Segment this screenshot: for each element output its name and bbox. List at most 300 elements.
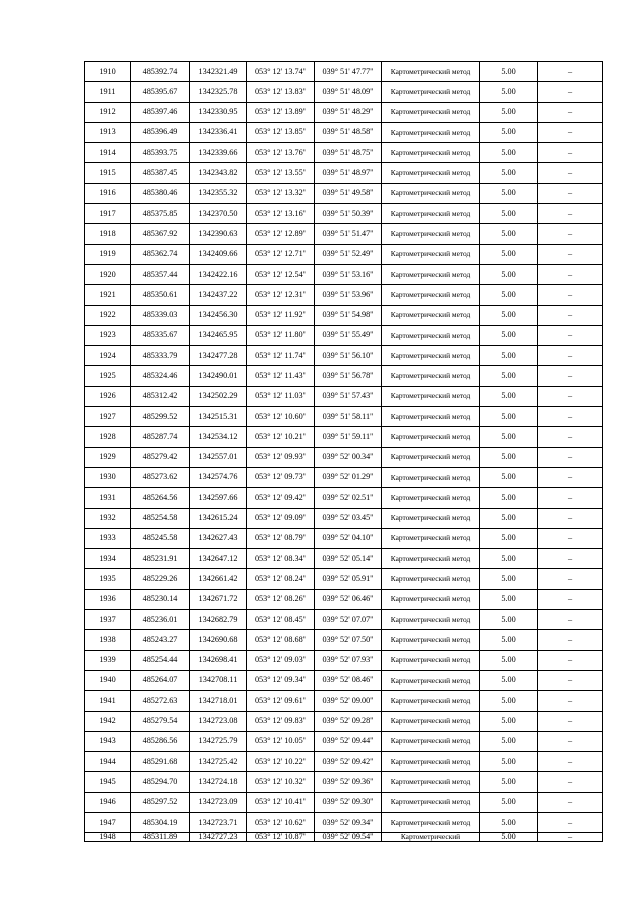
point-number-cell: 1911: [85, 82, 131, 102]
longitude-cell: 039° 52' 02.51": [315, 488, 382, 508]
latitude-cell: 053° 12' 12.54": [247, 264, 315, 284]
latitude-cell: 053° 12' 09.83": [247, 711, 315, 731]
latitude-cell: 053° 12' 12.71": [247, 244, 315, 264]
accuracy-cell: 5.00: [480, 325, 538, 345]
table-row: [85, 204, 603, 224]
table-row: [85, 650, 603, 670]
accuracy-cell: 5.00: [480, 285, 538, 305]
note-cell: –: [538, 325, 603, 345]
method-cell: Картометрический метод: [382, 143, 480, 163]
method-cell: Картометрический метод: [382, 610, 480, 630]
accuracy-cell: 5.00: [480, 528, 538, 548]
accuracy-cell: 5.00: [480, 163, 538, 183]
x-coordinate-cell: 485229.26: [131, 569, 190, 589]
method-cell: Картометрический метод: [382, 183, 480, 203]
table-row: [85, 610, 603, 630]
longitude-cell: 039° 51' 56.78": [315, 366, 382, 386]
method-cell: Картометрический метод: [382, 224, 480, 244]
table-row: [85, 528, 603, 548]
coordinates-table: [84, 61, 603, 842]
method-cell: Картометрический метод: [382, 589, 480, 609]
latitude-cell: 053° 12' 11.03": [247, 386, 315, 406]
x-coordinate-cell: 485291.68: [131, 752, 190, 772]
longitude-cell: 039° 51' 48.75": [315, 143, 382, 163]
longitude-cell: 039° 52' 09.44": [315, 731, 382, 751]
latitude-cell: 053° 12' 13.83": [247, 82, 315, 102]
y-coordinate-cell: 1342490.01: [190, 366, 247, 386]
accuracy-cell: 5.00: [480, 812, 538, 832]
point-number-cell: 1915: [85, 163, 131, 183]
table-row: [85, 508, 603, 528]
point-number-cell: 1933: [85, 528, 131, 548]
point-number-cell: 1937: [85, 610, 131, 630]
longitude-cell: 039° 51' 52.49": [315, 244, 382, 264]
method-cell: Картометрический метод: [382, 102, 480, 122]
x-coordinate-cell: 485287.74: [131, 427, 190, 447]
y-coordinate-cell: 1342409.66: [190, 244, 247, 264]
note-cell: –: [538, 711, 603, 731]
y-coordinate-cell: 1342647.12: [190, 549, 247, 569]
point-number-cell: 1926: [85, 386, 131, 406]
method-cell: Картометрический: [382, 833, 480, 842]
point-number-cell: 1918: [85, 224, 131, 244]
method-cell: Картометрический метод: [382, 467, 480, 487]
latitude-cell: 053° 12' 10.60": [247, 407, 315, 427]
x-coordinate-cell: 485231.91: [131, 549, 190, 569]
method-cell: Картометрический метод: [382, 366, 480, 386]
latitude-cell: 053° 12' 13.55": [247, 163, 315, 183]
method-cell: Картометрический метод: [382, 670, 480, 690]
latitude-cell: 053° 12' 08.26": [247, 589, 315, 609]
point-number-cell: 1925: [85, 366, 131, 386]
point-number-cell: 1923: [85, 325, 131, 345]
method-cell: Картометрический метод: [382, 488, 480, 508]
longitude-cell: 039° 51' 48.09": [315, 82, 382, 102]
y-coordinate-cell: 1342390.63: [190, 224, 247, 244]
latitude-cell: 053° 12' 13.89": [247, 102, 315, 122]
longitude-cell: 039° 52' 07.93": [315, 650, 382, 670]
y-coordinate-cell: 1342534.12: [190, 427, 247, 447]
table-row: [85, 224, 603, 244]
y-coordinate-cell: 1342321.49: [190, 62, 247, 82]
x-coordinate-cell: 485297.52: [131, 792, 190, 812]
longitude-cell: 039° 51' 59.11": [315, 427, 382, 447]
y-coordinate-cell: 1342557.01: [190, 447, 247, 467]
longitude-cell: 039° 51' 56.10": [315, 346, 382, 366]
method-cell: Картометрический метод: [382, 407, 480, 427]
latitude-cell: 053° 12' 09.73": [247, 467, 315, 487]
longitude-cell: 039° 51' 48.29": [315, 102, 382, 122]
method-cell: Картометрический метод: [382, 691, 480, 711]
point-number-cell: 1924: [85, 346, 131, 366]
longitude-cell: 039° 51' 51.47": [315, 224, 382, 244]
longitude-cell: 039° 51' 53.96": [315, 285, 382, 305]
point-number-cell: 1928: [85, 427, 131, 447]
y-coordinate-cell: 1342336.41: [190, 122, 247, 142]
latitude-cell: 053° 12' 11.74": [247, 346, 315, 366]
accuracy-cell: 5.00: [480, 731, 538, 751]
accuracy-cell: 5.00: [480, 204, 538, 224]
table-row: [85, 122, 603, 142]
table-row: [85, 264, 603, 284]
longitude-cell: 039° 52' 04.10": [315, 528, 382, 548]
latitude-cell: 053° 12' 10.87": [247, 833, 315, 842]
latitude-cell: 053° 12' 12.89": [247, 224, 315, 244]
accuracy-cell: 5.00: [480, 691, 538, 711]
note-cell: –: [538, 731, 603, 751]
method-cell: Картометрический метод: [382, 244, 480, 264]
table-row: [85, 366, 603, 386]
y-coordinate-cell: 1342437.22: [190, 285, 247, 305]
table-row: [85, 305, 603, 325]
x-coordinate-cell: 485312.42: [131, 386, 190, 406]
y-coordinate-cell: 1342727.23: [190, 833, 247, 842]
table-body: [85, 62, 603, 842]
x-coordinate-cell: 485294.70: [131, 772, 190, 792]
note-cell: –: [538, 427, 603, 447]
method-cell: Картометрический метод: [382, 386, 480, 406]
method-cell: Картометрический метод: [382, 285, 480, 305]
point-number-cell: 1917: [85, 204, 131, 224]
note-cell: –: [538, 82, 603, 102]
point-number-cell: 1922: [85, 305, 131, 325]
y-coordinate-cell: 1342339.66: [190, 143, 247, 163]
point-number-cell: 1944: [85, 752, 131, 772]
point-number-cell: 1938: [85, 630, 131, 650]
point-number-cell: 1927: [85, 407, 131, 427]
table-row: [85, 102, 603, 122]
latitude-cell: 053° 12' 09.34": [247, 670, 315, 690]
y-coordinate-cell: 1342615.24: [190, 508, 247, 528]
x-coordinate-cell: 485387.45: [131, 163, 190, 183]
note-cell: –: [538, 224, 603, 244]
note-cell: –: [538, 204, 603, 224]
y-coordinate-cell: 1342723.08: [190, 711, 247, 731]
latitude-cell: 053° 12' 10.32": [247, 772, 315, 792]
method-cell: Картометрический метод: [382, 569, 480, 589]
x-coordinate-cell: 485245.58: [131, 528, 190, 548]
method-cell: Картометрический метод: [382, 630, 480, 650]
method-cell: Картометрический метод: [382, 204, 480, 224]
method-cell: Картометрический метод: [382, 427, 480, 447]
y-coordinate-cell: 1342325.78: [190, 82, 247, 102]
accuracy-cell: 5.00: [480, 427, 538, 447]
method-cell: Картометрический метод: [382, 711, 480, 731]
y-coordinate-cell: 1342515.31: [190, 407, 247, 427]
point-number-cell: 1919: [85, 244, 131, 264]
note-cell: –: [538, 508, 603, 528]
x-coordinate-cell: 485396.49: [131, 122, 190, 142]
method-cell: Картометрический метод: [382, 305, 480, 325]
accuracy-cell: 5.00: [480, 143, 538, 163]
latitude-cell: 053° 12' 13.85": [247, 122, 315, 142]
x-coordinate-cell: 485324.46: [131, 366, 190, 386]
table-row: [85, 630, 603, 650]
point-number-cell: 1935: [85, 569, 131, 589]
point-number-cell: 1934: [85, 549, 131, 569]
point-number-cell: 1930: [85, 467, 131, 487]
x-coordinate-cell: 485393.75: [131, 143, 190, 163]
note-cell: –: [538, 346, 603, 366]
latitude-cell: 053° 12' 10.22": [247, 752, 315, 772]
note-cell: –: [538, 163, 603, 183]
y-coordinate-cell: 1342330.95: [190, 102, 247, 122]
note-cell: –: [538, 670, 603, 690]
y-coordinate-cell: 1342456.30: [190, 305, 247, 325]
table-row: [85, 772, 603, 792]
latitude-cell: 053° 12' 08.79": [247, 528, 315, 548]
y-coordinate-cell: 1342370.50: [190, 204, 247, 224]
accuracy-cell: 5.00: [480, 305, 538, 325]
point-number-cell: 1947: [85, 812, 131, 832]
latitude-cell: 053° 12' 09.03": [247, 650, 315, 670]
note-cell: –: [538, 589, 603, 609]
x-coordinate-cell: 485299.52: [131, 407, 190, 427]
accuracy-cell: 5.00: [480, 630, 538, 650]
x-coordinate-cell: 485273.62: [131, 467, 190, 487]
y-coordinate-cell: 1342502.29: [190, 386, 247, 406]
latitude-cell: 053° 12' 08.34": [247, 549, 315, 569]
x-coordinate-cell: 485350.61: [131, 285, 190, 305]
longitude-cell: 039° 52' 09.34": [315, 812, 382, 832]
x-coordinate-cell: 485254.58: [131, 508, 190, 528]
note-cell: –: [538, 630, 603, 650]
latitude-cell: 053° 12' 10.21": [247, 427, 315, 447]
y-coordinate-cell: 1342355.32: [190, 183, 247, 203]
x-coordinate-cell: 485311.89: [131, 833, 190, 842]
point-number-cell: 1921: [85, 285, 131, 305]
table-row: [85, 711, 603, 731]
table-row: [85, 244, 603, 264]
y-coordinate-cell: 1342690.68: [190, 630, 247, 650]
x-coordinate-cell: 485339.03: [131, 305, 190, 325]
method-cell: Картометрический метод: [382, 325, 480, 345]
note-cell: –: [538, 366, 603, 386]
table-row: [85, 346, 603, 366]
accuracy-cell: 5.00: [480, 386, 538, 406]
x-coordinate-cell: 485236.01: [131, 610, 190, 630]
note-cell: –: [538, 792, 603, 812]
method-cell: Картометрический метод: [382, 82, 480, 102]
y-coordinate-cell: 1342724.18: [190, 772, 247, 792]
longitude-cell: 039° 51' 48.97": [315, 163, 382, 183]
table-row: [85, 285, 603, 305]
note-cell: –: [538, 752, 603, 772]
note-cell: –: [538, 772, 603, 792]
x-coordinate-cell: 485357.44: [131, 264, 190, 284]
latitude-cell: 053° 12' 09.93": [247, 447, 315, 467]
table-row: [85, 670, 603, 690]
longitude-cell: 039° 52' 08.46": [315, 670, 382, 690]
accuracy-cell: 5.00: [480, 447, 538, 467]
y-coordinate-cell: 1342597.66: [190, 488, 247, 508]
accuracy-cell: 5.00: [480, 224, 538, 244]
longitude-cell: 039° 52' 09.30": [315, 792, 382, 812]
note-cell: –: [538, 386, 603, 406]
x-coordinate-cell: 485335.67: [131, 325, 190, 345]
accuracy-cell: 5.00: [480, 650, 538, 670]
longitude-cell: 039° 51' 57.43": [315, 386, 382, 406]
y-coordinate-cell: 1342477.28: [190, 346, 247, 366]
y-coordinate-cell: 1342343.82: [190, 163, 247, 183]
latitude-cell: 053° 12' 10.41": [247, 792, 315, 812]
x-coordinate-cell: 485264.56: [131, 488, 190, 508]
point-number-cell: 1948: [85, 833, 131, 842]
longitude-cell: 039° 52' 06.46": [315, 589, 382, 609]
latitude-cell: 053° 12' 11.92": [247, 305, 315, 325]
method-cell: Картометрический метод: [382, 62, 480, 82]
x-coordinate-cell: 485304.19: [131, 812, 190, 832]
accuracy-cell: 5.00: [480, 244, 538, 264]
method-cell: Картометрический метод: [382, 792, 480, 812]
accuracy-cell: 5.00: [480, 62, 538, 82]
note-cell: –: [538, 833, 603, 842]
accuracy-cell: 5.00: [480, 772, 538, 792]
x-coordinate-cell: 485230.14: [131, 589, 190, 609]
latitude-cell: 053° 12' 13.32": [247, 183, 315, 203]
latitude-cell: 053° 12' 11.43": [247, 366, 315, 386]
table-row: [85, 163, 603, 183]
accuracy-cell: 5.00: [480, 670, 538, 690]
accuracy-cell: 5.00: [480, 752, 538, 772]
table-row: [85, 62, 603, 82]
y-coordinate-cell: 1342723.71: [190, 812, 247, 832]
accuracy-cell: 5.00: [480, 122, 538, 142]
longitude-cell: 039° 51' 50.39": [315, 204, 382, 224]
accuracy-cell: 5.00: [480, 549, 538, 569]
y-coordinate-cell: 1342725.42: [190, 752, 247, 772]
table-row: [85, 589, 603, 609]
accuracy-cell: 5.00: [480, 264, 538, 284]
point-number-cell: 1914: [85, 143, 131, 163]
accuracy-cell: 5.00: [480, 610, 538, 630]
longitude-cell: 039° 52' 03.45": [315, 508, 382, 528]
latitude-cell: 053° 12' 09.42": [247, 488, 315, 508]
table-row: [85, 569, 603, 589]
latitude-cell: 053° 12' 10.62": [247, 812, 315, 832]
table-row: [85, 447, 603, 467]
note-cell: –: [538, 569, 603, 589]
table-row: [85, 488, 603, 508]
latitude-cell: 053° 12' 08.45": [247, 610, 315, 630]
latitude-cell: 053° 12' 08.24": [247, 569, 315, 589]
method-cell: Картометрический метод: [382, 346, 480, 366]
longitude-cell: 039° 51' 49.58": [315, 183, 382, 203]
method-cell: Картометрический метод: [382, 508, 480, 528]
accuracy-cell: 5.00: [480, 792, 538, 812]
table-row: [85, 812, 603, 832]
x-coordinate-cell: 485333.79: [131, 346, 190, 366]
x-coordinate-cell: 485367.92: [131, 224, 190, 244]
note-cell: –: [538, 610, 603, 630]
note-cell: –: [538, 264, 603, 284]
y-coordinate-cell: 1342708.11: [190, 670, 247, 690]
table-row: [85, 752, 603, 772]
longitude-cell: 039° 52' 09.00": [315, 691, 382, 711]
x-coordinate-cell: 485362.74: [131, 244, 190, 264]
method-cell: Картометрический метод: [382, 549, 480, 569]
method-cell: Картометрический метод: [382, 650, 480, 670]
accuracy-cell: 5.00: [480, 407, 538, 427]
method-cell: Картометрический метод: [382, 264, 480, 284]
note-cell: –: [538, 467, 603, 487]
point-number-cell: 1943: [85, 731, 131, 751]
x-coordinate-cell: 485264.07: [131, 670, 190, 690]
longitude-cell: 039° 52' 05.91": [315, 569, 382, 589]
longitude-cell: 039° 51' 58.11": [315, 407, 382, 427]
method-cell: Картометрический метод: [382, 447, 480, 467]
y-coordinate-cell: 1342718.01: [190, 691, 247, 711]
y-coordinate-cell: 1342422.16: [190, 264, 247, 284]
latitude-cell: 053° 12' 11.80": [247, 325, 315, 345]
note-cell: –: [538, 305, 603, 325]
longitude-cell: 039° 52' 07.50": [315, 630, 382, 650]
note-cell: –: [538, 650, 603, 670]
accuracy-cell: 5.00: [480, 711, 538, 731]
accuracy-cell: 5.00: [480, 346, 538, 366]
x-coordinate-cell: 485375.85: [131, 204, 190, 224]
longitude-cell: 039° 52' 01.29": [315, 467, 382, 487]
table-row: [85, 407, 603, 427]
method-cell: Картометрический метод: [382, 163, 480, 183]
point-number-cell: 1945: [85, 772, 131, 792]
point-number-cell: 1912: [85, 102, 131, 122]
x-coordinate-cell: 485279.54: [131, 711, 190, 731]
note-cell: –: [538, 62, 603, 82]
method-cell: Картометрический метод: [382, 122, 480, 142]
point-number-cell: 1929: [85, 447, 131, 467]
accuracy-cell: 5.00: [480, 488, 538, 508]
x-coordinate-cell: 485254.44: [131, 650, 190, 670]
y-coordinate-cell: 1342465.95: [190, 325, 247, 345]
y-coordinate-cell: 1342698.41: [190, 650, 247, 670]
note-cell: –: [538, 244, 603, 264]
x-coordinate-cell: 485392.74: [131, 62, 190, 82]
method-cell: Картометрический метод: [382, 528, 480, 548]
point-number-cell: 1920: [85, 264, 131, 284]
x-coordinate-cell: 485272.63: [131, 691, 190, 711]
note-cell: –: [538, 285, 603, 305]
table-row: [85, 549, 603, 569]
accuracy-cell: 5.00: [480, 508, 538, 528]
point-number-cell: 1940: [85, 670, 131, 690]
longitude-cell: 039° 51' 47.77": [315, 62, 382, 82]
method-cell: Картометрический метод: [382, 731, 480, 751]
table-row: [85, 833, 603, 842]
x-coordinate-cell: 485397.46: [131, 102, 190, 122]
method-cell: Картометрический метод: [382, 812, 480, 832]
accuracy-cell: 5.00: [480, 833, 538, 842]
note-cell: –: [538, 102, 603, 122]
note-cell: –: [538, 143, 603, 163]
note-cell: –: [538, 122, 603, 142]
longitude-cell: 039° 51' 53.16": [315, 264, 382, 284]
note-cell: –: [538, 488, 603, 508]
table-row: [85, 325, 603, 345]
x-coordinate-cell: 485395.67: [131, 82, 190, 102]
longitude-cell: 039° 52' 09.42": [315, 752, 382, 772]
y-coordinate-cell: 1342671.72: [190, 589, 247, 609]
x-coordinate-cell: 485279.42: [131, 447, 190, 467]
note-cell: –: [538, 549, 603, 569]
note-cell: –: [538, 447, 603, 467]
latitude-cell: 053° 12' 09.61": [247, 691, 315, 711]
method-cell: Картометрический метод: [382, 752, 480, 772]
point-number-cell: 1936: [85, 589, 131, 609]
table-row: [85, 691, 603, 711]
accuracy-cell: 5.00: [480, 102, 538, 122]
latitude-cell: 053° 12' 13.16": [247, 204, 315, 224]
